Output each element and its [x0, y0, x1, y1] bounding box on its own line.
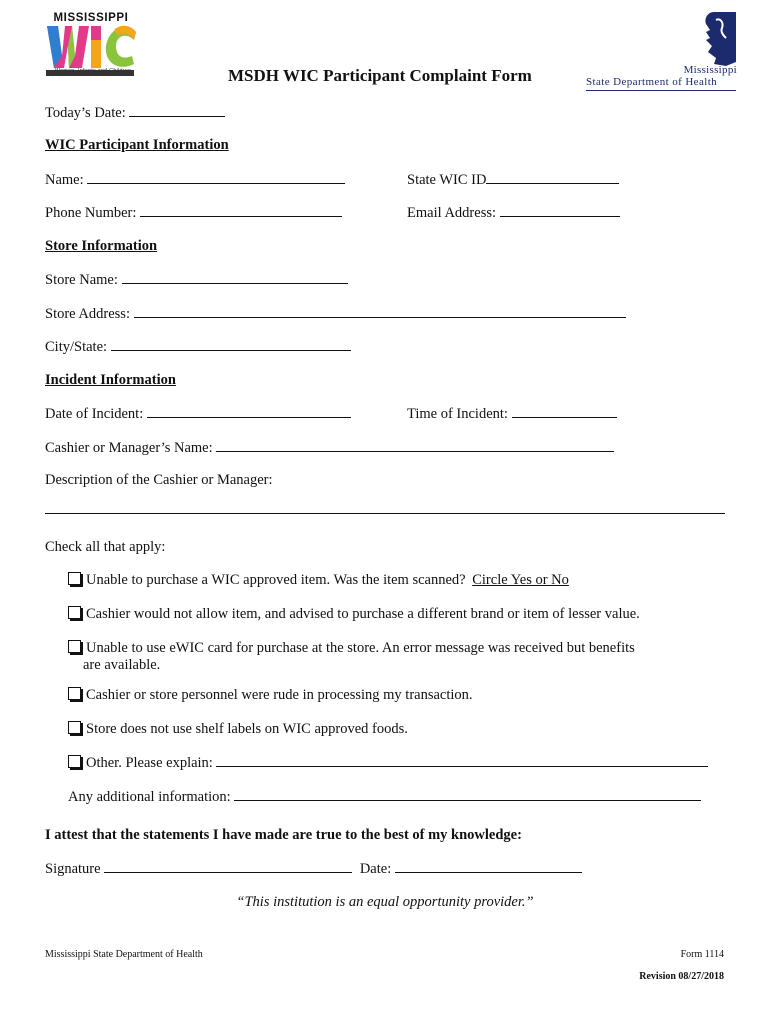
phone-field[interactable] [140, 203, 342, 217]
city-state-row [45, 337, 351, 356]
option-unable-purchase [68, 571, 569, 589]
wic-logo-title: MISSISSIPPI [53, 12, 129, 24]
name-label: Name: [45, 172, 84, 188]
store-name-field[interactable] [122, 270, 348, 284]
incident-heading: Incident Information [45, 372, 176, 388]
footer-department: Mississippi State Department of Health [45, 949, 203, 960]
checkbox-unable-purchase[interactable] [68, 572, 81, 585]
city-state-label: City/State: [45, 339, 108, 355]
cashier-name-row [45, 438, 614, 457]
signature-row [45, 859, 582, 878]
checkbox-other[interactable] [68, 755, 81, 768]
signature-label: Signature [45, 861, 101, 877]
todays-date-field[interactable] [129, 103, 225, 117]
checkbox-cashier-not-allow[interactable] [68, 606, 81, 619]
todays-date-label: Today’s Date: [45, 105, 126, 121]
incident-date-row [45, 404, 351, 423]
option-unable-purchase-label: Unable to purchase a WIC approved item. Was the item scanned? [86, 572, 466, 588]
store-name-row [45, 270, 348, 289]
additional-info-row [68, 787, 701, 806]
incident-date-field[interactable] [147, 404, 351, 418]
email-label: Email Address: [407, 205, 497, 221]
signature-date-label: Date: [359, 861, 392, 877]
phone-row [45, 203, 342, 222]
circle-yes-no: Circle Yes or No [472, 572, 569, 588]
incident-time-label: Time of Incident: [407, 406, 508, 422]
description-label: Description of the Cashier or Manager: [45, 472, 273, 488]
additional-info-label: Any additional information: [68, 789, 231, 805]
footer-form-number: Form 1114 [680, 949, 724, 960]
option-ewic-label-line2: are available. [83, 657, 161, 673]
option-shelf-labels [68, 720, 408, 738]
msdh-logo-line2: State Department of Health [586, 76, 718, 88]
equal-opportunity-statement: “This institution is an equal opportunity provider.” [236, 894, 534, 910]
name-field[interactable] [87, 170, 345, 184]
state-id-field[interactable] [486, 170, 619, 184]
option-rude [68, 686, 473, 704]
state-id-row [407, 170, 619, 189]
store-address-field[interactable] [134, 304, 626, 318]
description-field[interactable] [45, 513, 725, 514]
name-row [45, 170, 345, 189]
msdh-logo-rule [586, 90, 736, 91]
store-address-row [45, 304, 626, 323]
store-name-label: Store Name: [45, 272, 118, 288]
state-id-label: State WIC ID [407, 172, 487, 188]
incident-time-row [407, 404, 617, 423]
other-explain-field[interactable] [216, 753, 708, 767]
todays-date-row [45, 103, 225, 122]
option-shelf-labels-label: Store does not use shelf labels on WIC approved foods. [86, 721, 408, 737]
email-row [407, 203, 620, 222]
checkbox-shelf-labels[interactable] [68, 721, 81, 734]
additional-info-field[interactable] [234, 787, 701, 801]
signature-date-field[interactable] [395, 859, 582, 873]
incident-date-label: Date of Incident: [45, 406, 144, 422]
wic-logo-subtitle: Women, Infants and Children [54, 68, 132, 74]
city-state-field[interactable] [111, 337, 351, 351]
store-address-label: Store Address: [45, 306, 130, 322]
form-title: MSDH WIC Participant Complaint Form [228, 66, 532, 85]
attestation-statement: I attest that the statements I have made are true to the best of my knowledge: [45, 827, 522, 843]
cashier-name-label: Cashier or Manager’s Name: [45, 440, 213, 456]
signature-field[interactable] [104, 859, 352, 873]
checkbox-rude[interactable] [68, 687, 81, 700]
cashier-name-field[interactable] [216, 438, 614, 452]
checkbox-ewic[interactable] [68, 640, 81, 653]
check-prompt: Check all that apply: [45, 539, 166, 555]
option-rude-label: Cashier or store personnel were rude in processing my transaction. [86, 687, 473, 703]
participant-heading: WIC Participant Information [45, 137, 229, 153]
option-cashier-not-allow-label: Cashier would not allow item, and advised to purchase a different brand or item of lesser value. [86, 606, 640, 622]
option-ewic-label-line1: Unable to use eWIC card for purchase at the store. An error message was received but benefits [86, 640, 635, 656]
option-other [68, 753, 708, 772]
store-heading: Store Information [45, 238, 158, 254]
incident-time-field[interactable] [512, 404, 617, 418]
option-other-label: Other. Please explain: [86, 755, 213, 771]
option-ewic [68, 639, 635, 657]
email-field[interactable] [500, 203, 620, 217]
phone-label: Phone Number: [45, 205, 137, 221]
footer-revision: Revision 08/27/2018 [639, 971, 724, 982]
msdh-logo-line1: Mississippi [683, 64, 737, 76]
option-cashier-not-allow [68, 605, 640, 623]
